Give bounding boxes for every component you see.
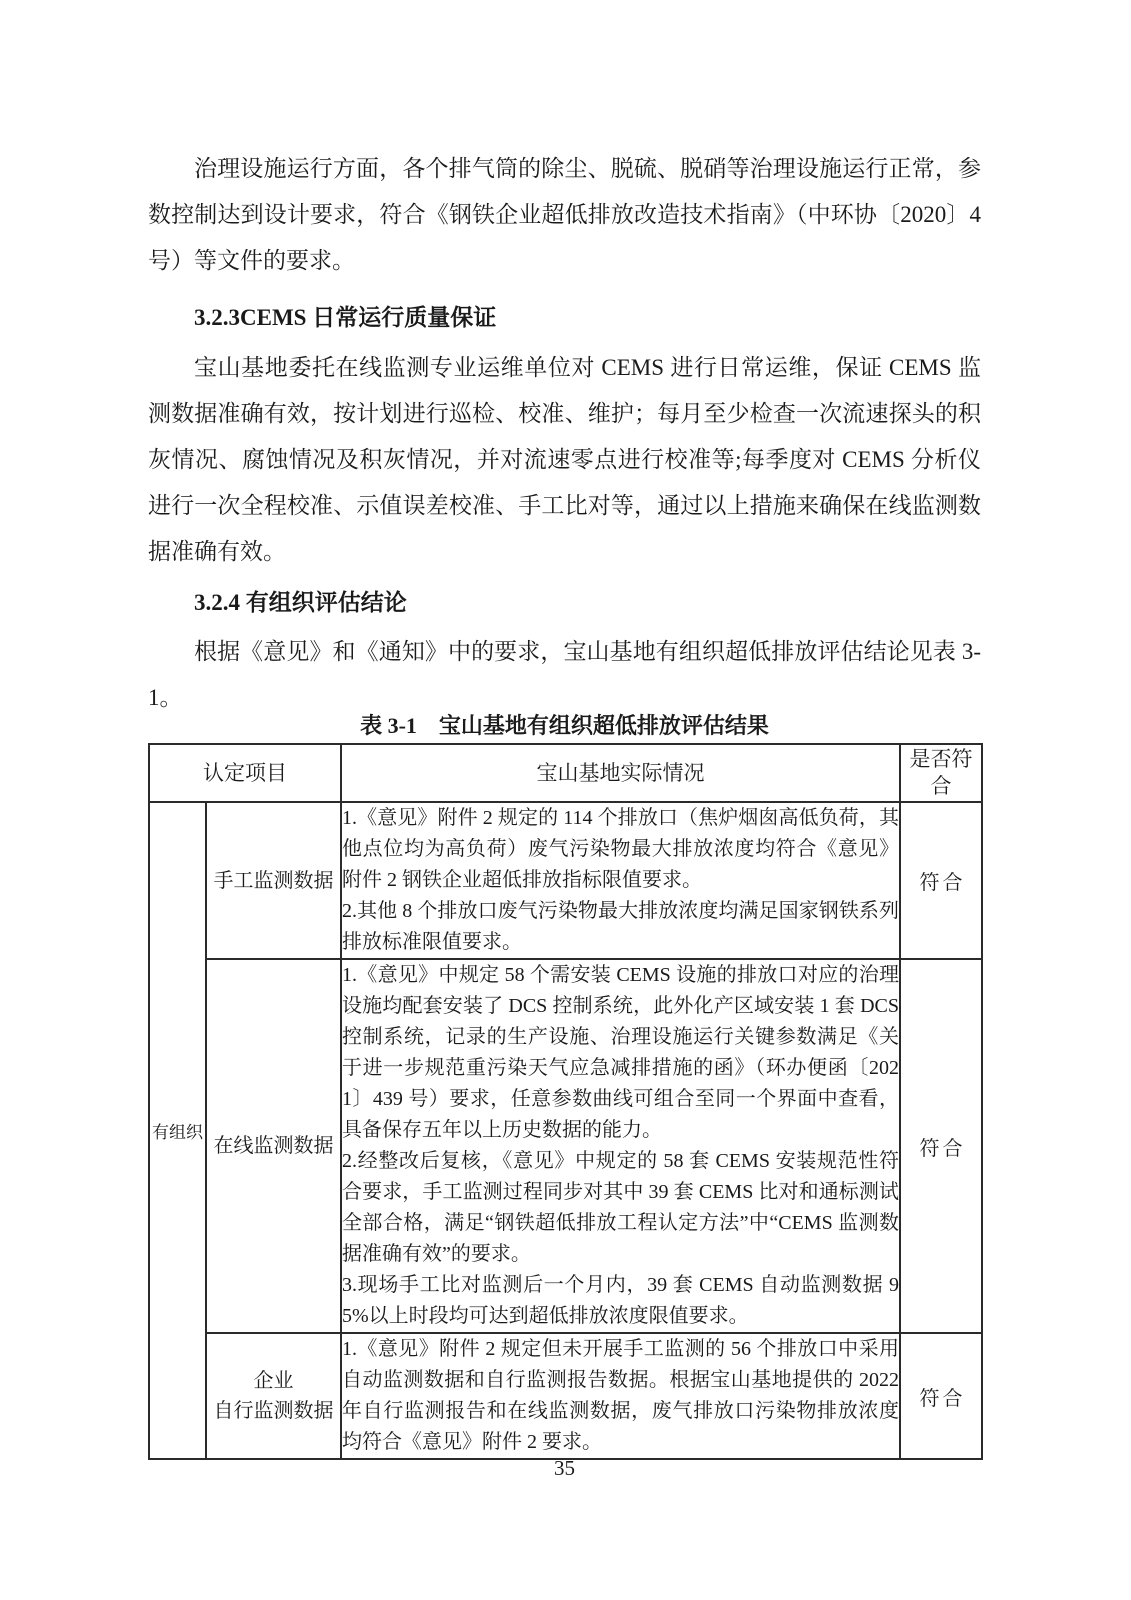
detail-item-2: 2.其他 8 个排放口废气污染物最大排放浓度均满足国家钢铁系列排放标准限值要求。 (342, 900, 899, 953)
column-header-actual-situation: 宝山基地实际情况 (341, 744, 900, 802)
detail-item-3: 3.现场手工比对监测后一个月内，39 套 CEMS 自动监测数据 95%以上时段均可达到超低排放浓度限值要求。 (342, 1274, 899, 1327)
table-row-manual-monitoring (149, 802, 982, 959)
item-label-line-1: 企业 (253, 1370, 294, 1392)
detail-item-1: 1.《意见》中规定 58 个需安装 CEMS 设施的排放口对应的治理设施均配套安装了 DCS 控制系统，此外化产区域安装 1 套 DCS 控制系统，记录的生产设施、治理设施运行关键参数满足《关于进一步规范重污染天气应急减排措施的函》（环办便函〔2021〕439 号）要求，任意参数曲线可组合至同一个界面中查看，具备保存五年以上历史数据的能力。 (342, 964, 899, 1141)
detail-cell-self-monitoring (341, 1333, 900, 1459)
detail-cell-manual-monitoring (341, 802, 900, 959)
item-label-line: 在线监测数据 (213, 1135, 334, 1157)
group-cell-organized: 有组织 (149, 802, 206, 1459)
column-header-identified-item: 认定项目 (149, 744, 341, 802)
page-number: 35 (554, 1456, 575, 1480)
detail-item-1: 1.《意见》附件 2 规定但未开展手工监测的 56 个排放口中采用自动监测数据和自行监测报告数据。根据宝山基地提供的 2022 年自行监测报告和在线监测数据，废气排放口污染物排放浓度均符合《意见》附件 2 要求。 (342, 1338, 899, 1453)
paragraph-cems-daily-operation: 宝山基地委托在线监测专业运维单位对 CEMS 进行日常运维，保证 CEMS 监测数据准确有效，按计划进行巡检、校准、维护；每月至少检查一次流速探头的积灰情况、腐蚀情况及积灰情况，并对流速零点进行校准等;每季度对 CEMS 分析仪进行一次全程校准、示值误差校准、手工比对等，通过以上措施来确保在线监测数据准确有效。 (148, 355, 981, 564)
item-cell-online-monitoring (206, 959, 341, 1333)
heading-3-2-3-cems-quality-assurance: 3.2.3CEMS 日常运行质量保证 (194, 305, 497, 330)
item-cell-manual-monitoring (206, 802, 341, 959)
column-header-conformity: 是否符合 (900, 744, 982, 802)
paragraph-evaluation-intro: 根据《意见》和《通知》中的要求，宝山基地有组织超低排放评估结论见表 3-1。 (148, 639, 981, 710)
paragraph-treatment-facilities: 治理设施运行方面，各个排气筒的除尘、脱硫、脱硝等治理设施运行正常，参数控制达到设计要求，符合《钢铁企业超低排放改造技术指南》（中环协〔2020〕4 号）等文件的要求。 (148, 156, 981, 273)
item-label-line-2: 自行监测数据 (213, 1400, 334, 1422)
table-title: 表 3-1 宝山基地有组织超低排放评估结果 (360, 713, 769, 738)
verdict-cell-manual-monitoring: 符合 (900, 802, 982, 959)
heading-3-2-4-organized-evaluation-conclusion: 3.2.4 有组织评估结论 (194, 590, 407, 615)
detail-item-1: 1.《意见》附件 2 规定的 114 个排放口（焦炉烟囱高低负荷，其他点位均为高负荷）废气污染物最大排放浓度均符合《意见》附件 2 钢铁企业超低排放指标限值要求。 (342, 807, 899, 891)
detail-cell-online-monitoring (341, 959, 900, 1333)
verdict-cell-self-monitoring: 符合 (900, 1333, 982, 1459)
item-label-line: 手工监测数据 (213, 869, 334, 892)
evaluation-result-table (148, 743, 983, 1460)
table-header-row (149, 744, 982, 802)
item-cell-self-monitoring (206, 1333, 341, 1459)
verdict-cell-online-monitoring: 符合 (900, 959, 982, 1333)
table-row-self-monitoring (149, 1333, 982, 1459)
detail-item-2: 2.经整改后复核，《意见》中规定的 58 套 CEMS 安装规范性符合要求，手工监测过程同步对其中 39 套 CEMS 比对和通标测试全部合格，满足“钢铁超低排放工程认定方法”中“CEMS 监测数据准确有效”的要求。 (342, 1150, 899, 1265)
table-row-online-monitoring (149, 959, 982, 1333)
